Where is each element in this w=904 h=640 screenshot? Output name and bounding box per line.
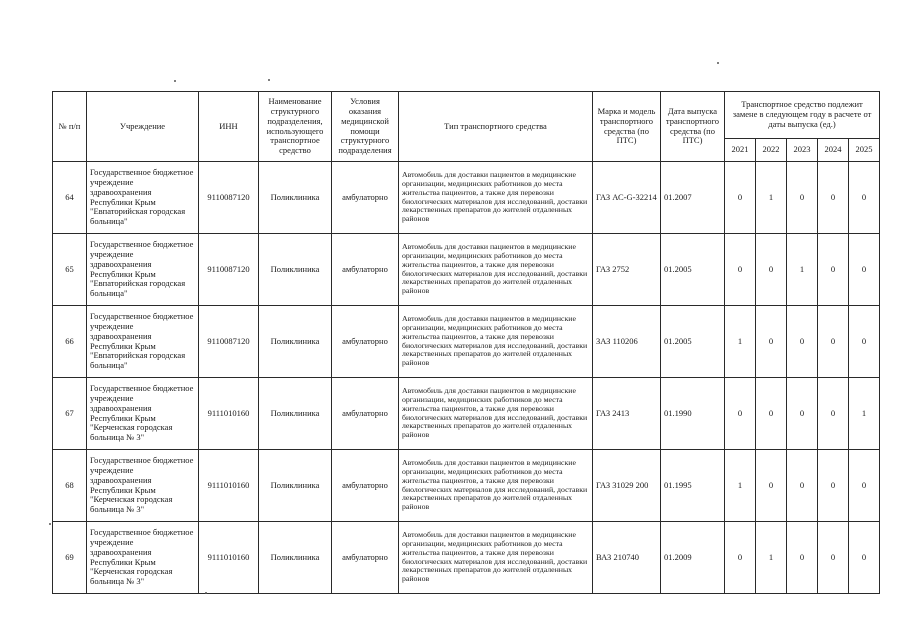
row-year-value: 1 [725,306,756,378]
row-num: 64 [53,162,87,234]
table-header [53,92,880,162]
row-year-value: 0 [756,450,787,522]
scan-speck [49,523,51,525]
row-conditions: амбулаторно [332,306,399,378]
row-year-value: 0 [849,306,880,378]
row-inn: 9111010160 [199,378,259,450]
header-num: № п/п [53,92,87,162]
row-vehicle-type: Автомобиль для доставки пациентов в медицинские организации, медицинских работников до места жительства пациентов, а также для перевозки биологических материалов для исследований, доставки лекарственных препаратов до жителей отдаленных районов [399,450,593,522]
row-year-value: 0 [725,522,756,594]
header-brand: Марка и модель транспортного средства (по ПТС) [593,92,661,162]
header-year: 2025 [849,139,880,162]
row-inn: 9110087120 [199,162,259,234]
row-year-value: 0 [787,522,818,594]
table-body [53,162,880,594]
row-release-date: 01.2009 [661,522,725,594]
header-inn: ИНН [199,92,259,162]
row-institution: Государственное бюджетное учреждение здравоохранения Республики Крым "Евпаторийская городская больница" [87,234,199,306]
header-year: 2024 [818,139,849,162]
row-brand: ГАЗ 2413 [593,378,661,450]
table-row [53,450,880,522]
table-row [53,162,880,234]
row-brand: ГАЗ 2752 [593,234,661,306]
row-conditions: амбулаторно [332,162,399,234]
row-year-value: 1 [725,450,756,522]
table-row [53,378,880,450]
row-year-value: 0 [849,522,880,594]
header-conditions: Условия оказания медицинской помощи структурного подразделения [332,92,399,162]
table-row [53,522,880,594]
row-release-date: 01.2005 [661,306,725,378]
row-conditions: амбулаторно [332,234,399,306]
table-row [53,234,880,306]
header-release-date: Дата выпуска транспортного средства (по ПТС) [661,92,725,162]
row-year-value: 1 [849,378,880,450]
row-brand: ГАЗ АС-G-32214 [593,162,661,234]
row-num: 69 [53,522,87,594]
scan-speck [268,79,270,81]
row-vehicle-type: Автомобиль для доставки пациентов в медицинские организации, медицинских работников до места жительства пациентов, а также для перевозки биологических материалов для исследований, доставки лекарственных препаратов до жителей отдаленных районов [399,234,593,306]
scan-speck [174,80,176,82]
table-row [53,306,880,378]
row-subdivision: Поликлиника [259,522,332,594]
row-release-date: 01.1990 [661,378,725,450]
row-brand: ГАЗ 31029 200 [593,450,661,522]
vehicle-replacement-table [52,91,880,594]
row-vehicle-type: Автомобиль для доставки пациентов в медицинские организации, медицинских работников до места жительства пациентов, а также для перевозки биологических материалов для исследований, доставки лекарственных препаратов до жителей отдаленных районов [399,162,593,234]
header-year: 2022 [756,139,787,162]
header-institution: Учреждение [87,92,199,162]
row-year-value: 0 [818,162,849,234]
row-year-value: 1 [756,522,787,594]
scan-speck [205,592,207,594]
row-year-value: 0 [725,162,756,234]
row-year-value: 0 [787,306,818,378]
header-subdivision: Наименование структурного подразделения, использующего транспортное средство [259,92,332,162]
row-year-value: 0 [725,234,756,306]
row-subdivision: Поликлиника [259,234,332,306]
row-subdivision: Поликлиника [259,378,332,450]
row-brand: ВАЗ 210740 [593,522,661,594]
row-institution: Государственное бюджетное учреждение здравоохранения Республики Крым "Керченская городская больница № 3" [87,522,199,594]
row-inn: 9111010160 [199,522,259,594]
row-release-date: 01.2007 [661,162,725,234]
scan-speck [717,62,719,64]
row-year-value: 0 [818,378,849,450]
row-release-date: 01.2005 [661,234,725,306]
row-institution: Государственное бюджетное учреждение здравоохранения Республики Крым "Евпаторийская городская больница" [87,306,199,378]
row-year-value: 0 [818,522,849,594]
row-subdivision: Поликлиника [259,450,332,522]
header-replacement: Транспортное средство подлежит замене в следующем году в расчете от даты выпуска (ед.) [725,92,880,139]
row-year-value: 0 [818,306,849,378]
row-year-value: 0 [756,306,787,378]
row-subdivision: Поликлиника [259,306,332,378]
row-year-value: 0 [756,234,787,306]
row-institution: Государственное бюджетное учреждение здравоохранения Республики Крым "Керченская городская больница № 3" [87,378,199,450]
row-year-value: 0 [787,450,818,522]
row-conditions: амбулаторно [332,450,399,522]
row-vehicle-type: Автомобиль для доставки пациентов в медицинские организации, медицинских работников до места жительства пациентов, а также для перевозки биологических материалов для исследований, доставки лекарственных препаратов до жителей отдаленных районов [399,522,593,594]
row-institution: Государственное бюджетное учреждение здравоохранения Республики Крым "Евпаторийская городская больница" [87,162,199,234]
row-year-value: 1 [787,234,818,306]
row-inn: 9110087120 [199,306,259,378]
row-year-value: 0 [725,378,756,450]
row-year-value: 1 [756,162,787,234]
row-conditions: амбулаторно [332,378,399,450]
row-num: 66 [53,306,87,378]
row-year-value: 0 [818,234,849,306]
row-vehicle-type: Автомобиль для доставки пациентов в медицинские организации, медицинских работников до места жительства пациентов, а также для перевозки биологических материалов для исследований, доставки лекарственных препаратов до жителей отдаленных районов [399,378,593,450]
row-conditions: амбулаторно [332,522,399,594]
row-year-value: 0 [787,378,818,450]
row-year-value: 0 [849,234,880,306]
row-num: 65 [53,234,87,306]
row-subdivision: Поликлиника [259,162,332,234]
row-year-value: 0 [849,162,880,234]
row-year-value: 0 [818,450,849,522]
row-vehicle-type: Автомобиль для доставки пациентов в медицинские организации, медицинских работников до места жительства пациентов, а также для перевозки биологических материалов для исследований, доставки лекарственных препаратов до жителей отдаленных районов [399,306,593,378]
header-year: 2021 [725,139,756,162]
row-institution: Государственное бюджетное учреждение здравоохранения Республики Крым "Керченская городская больница № 3" [87,450,199,522]
row-inn: 9110087120 [199,234,259,306]
row-year-value: 0 [849,450,880,522]
header-vehicle-type: Тип транспортного средства [399,92,593,162]
row-release-date: 01.1995 [661,450,725,522]
row-num: 68 [53,450,87,522]
row-num: 67 [53,378,87,450]
row-year-value: 0 [756,378,787,450]
header-year: 2023 [787,139,818,162]
row-brand: ЗАЗ 110206 [593,306,661,378]
row-inn: 9111010160 [199,450,259,522]
row-year-value: 0 [787,162,818,234]
